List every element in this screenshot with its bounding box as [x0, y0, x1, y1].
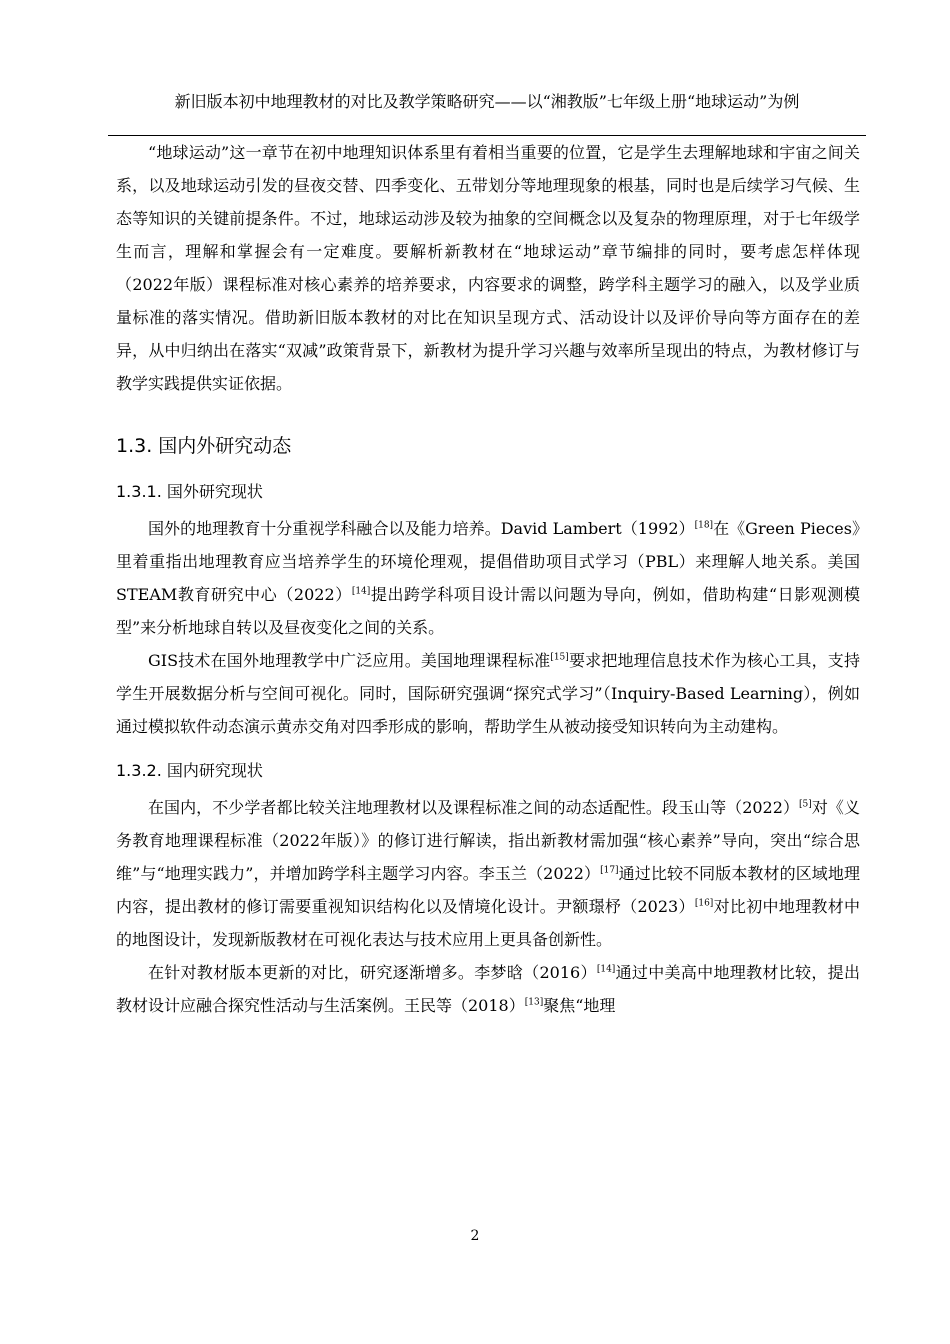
citation-ref: [13]	[524, 997, 544, 1008]
citation-ref: [16]	[694, 898, 714, 909]
running-header: 新旧版本初中地理教材的对比及教学策略研究——以“湘教版”七年级上册“地球运动”为例	[174, 92, 800, 111]
section-heading-1-3: 1.3. 国内外研究动态	[116, 435, 292, 457]
citation-ref: [14]	[351, 586, 371, 597]
domestic-research-paragraph-2	[116, 956, 860, 1022]
text-run: 在国内，不少学者都比较关注地理教材以及课程标准之间的动态适配性。段玉山等（2022）	[148, 798, 800, 817]
citation-ref: [14]	[596, 964, 616, 975]
text-run: 对比初中地理教材中的地图设计，发现新版教材在可视化表达与技术应用上更具备创新性。	[116, 897, 860, 949]
domestic-research-paragraph-1	[116, 791, 860, 956]
text-run: 通过中美高中地理教材比较，提出教材设计应融合探究性活动与生活案例。王民等（2018）	[116, 963, 860, 1015]
subsection-heading-1-3-2: 1.3.2. 国内研究现状	[116, 761, 263, 780]
text-run: 在针对教材版本更新的对比，研究逐渐增多。李梦晗（2016）	[148, 963, 597, 982]
text-run: 在《Green Pieces》里着重指出地理教育应当培养学生的环境伦理观，提倡借助项目式学习（PBL）来理解人地关系。美国STEAM教育研究中心（2022）	[116, 519, 860, 604]
text-run: 对《义务教育地理课程标准（2022年版）》的修订进行解读，指出新教材需加强“核心素养”导向，突出“综合思维”与“地理实践力”，并增加跨学科主题学习内容。李玉兰（2022）	[116, 798, 860, 883]
citation-ref: [15]	[550, 652, 569, 663]
subsection-heading-1-3-1: 1.3.1. 国外研究现状	[116, 482, 263, 501]
intro-paragraph: “地球运动”这一章节在初中地理知识体系里有着相当重要的位置，它是学生去理解地球和宇宙之间关系，以及地球运动引发的昼夜交替、四季变化、五带划分等地理现象的根基，同时也是后续学习气候、生态等知识的关键前提条件。不过，地球运动涉及较为抽象的空间概念以及复杂的物理原理，对于七年级学生而言，理解和掌握会有一定难度。要解析新教材在“地球运动”章节编排的同时，要考虑怎样体现（2022年版）课程标准对核心素养的培养要求，内容要求的调整，跨学科主题学习的融入，以及学业质量标准的落实情况。借助新旧版本教材的对比在知识呈现方式、活动设计以及评价导向等方面存在的差异，从中归纳出在落实“双减”政策背景下，新教材为提升学习兴趣与效率所呈现出的特点，为教材修订与教学实践提供实证依据。	[116, 143, 860, 393]
citation-ref: [18]	[694, 520, 714, 531]
foreign-research-paragraph-1	[116, 512, 860, 644]
text-run: 提出跨学科项目设计需以问题为导向，例如，借助构建“日影观测模型”来分析地球自转以及昼夜变化之间的关系。	[116, 585, 860, 637]
citation-ref: [17]	[600, 865, 619, 876]
foreign-research-paragraph-2	[116, 644, 860, 743]
page-body	[116, 136, 860, 1022]
text-run: 通过比较不同版本教材的区域地理内容，提出教材的修订需要重视知识结构化以及情境化设计。尹额璟杼（2023）	[116, 864, 860, 916]
text-run: 要求把地理信息技术作为核心工具，支持学生开展数据分析与空间可视化。同时，国际研究强调“探究式学习”（Inquiry-Based Learning），例如通过模拟软件动态演示黄赤交角对四季形成的影响，帮助学生从被动接受知识转向为主动建构。	[116, 651, 860, 736]
text-run: 国外的地理教育十分重视学科融合以及能力培养。David Lambert（1992）	[148, 519, 695, 538]
page-number: 2	[470, 1228, 480, 1244]
text-run: 聚焦“地理	[543, 996, 616, 1015]
text-run: GIS技术在国外地理教学中广泛应用。美国地理课程标准	[148, 651, 551, 670]
citation-ref: [5]	[799, 799, 812, 810]
